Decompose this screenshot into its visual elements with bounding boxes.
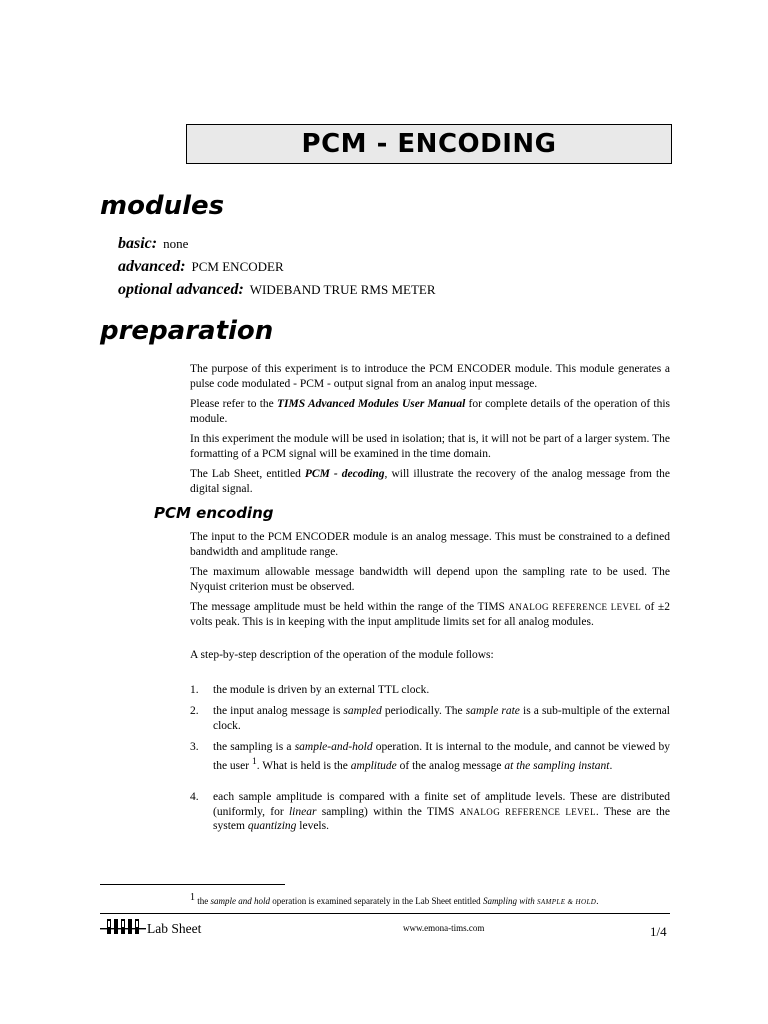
text-run: periodically. The bbox=[381, 705, 466, 717]
emphasis: sample and hold bbox=[210, 896, 270, 906]
footnote-divider bbox=[100, 884, 285, 885]
text-run: the input analog message is bbox=[213, 705, 344, 717]
emphasis: sample-and-hold bbox=[294, 741, 373, 753]
text-run: operation. It is internal to the module, and cannot be viewed by the user bbox=[213, 741, 670, 772]
page-number: 1/4 bbox=[650, 924, 667, 939]
modules-heading: modules bbox=[100, 191, 225, 221]
basic-label: basic: bbox=[118, 235, 158, 252]
modules-advanced-row bbox=[118, 258, 284, 276]
footnote-number: 1 bbox=[190, 892, 195, 903]
list-number: 1. bbox=[190, 684, 199, 696]
modules-optional-row bbox=[118, 281, 436, 299]
footer-url[interactable]: www.emona-tims.com bbox=[403, 923, 485, 933]
text-run: The Lab Sheet, entitled bbox=[190, 468, 305, 480]
list-text bbox=[213, 740, 670, 773]
footnote-ref[interactable]: 1 bbox=[251, 755, 257, 767]
preparation-paragraph-2 bbox=[190, 397, 670, 426]
pcm-encoding-heading: PCM encoding bbox=[154, 504, 274, 522]
emphasis: sample rate bbox=[465, 705, 520, 717]
pcm-paragraph-1: The input to the PCM ENCODER module is an analog message. This must be constrained to a defined bandwidth and amplitude range. bbox=[190, 531, 670, 558]
text-run: the sampling is a bbox=[213, 741, 295, 753]
title-box bbox=[186, 124, 672, 164]
text-run: . bbox=[596, 896, 599, 906]
emphasis: sampled bbox=[343, 705, 382, 717]
preparation-heading: preparation bbox=[100, 316, 274, 346]
text-run: . What is held is the bbox=[256, 759, 351, 772]
pcm-paragraph-4: A step-by-step description of the operation of the module follows: bbox=[190, 649, 494, 661]
emphasis bbox=[482, 896, 599, 906]
list-number: 4. bbox=[190, 791, 199, 803]
text-run: , will illustrate the recovery of the analog message from the digital signal. bbox=[190, 468, 670, 495]
tims-logo-icon bbox=[100, 917, 146, 942]
optional-value: WIDEBAND TRUE RMS METER bbox=[249, 282, 436, 297]
small-caps-term: ANALOG REFERENCE LEVEL bbox=[459, 806, 596, 817]
preparation-paragraph-1: The purpose of this experiment is to introduce the PCM ENCODER module. This module generates a pulse code modulated - PCM - output signal from an analog input message. bbox=[190, 363, 670, 390]
emphasis: quantizing bbox=[247, 820, 297, 832]
footer-lab-sheet: Lab Sheet bbox=[147, 921, 202, 936]
text-run: Sampling with bbox=[482, 896, 537, 906]
advanced-label: advanced: bbox=[118, 258, 186, 275]
small-caps-term: ANALOG REFERENCE LEVEL bbox=[508, 602, 642, 612]
optional-label: optional advanced: bbox=[118, 281, 244, 298]
text-run: is a sub-multiple of the external clock. bbox=[213, 705, 670, 732]
lab-sheet-title: PCM - decoding bbox=[304, 468, 385, 480]
text-run: for complete details of the operation of this module. bbox=[190, 398, 671, 425]
footnote bbox=[190, 892, 598, 906]
footer-divider bbox=[100, 913, 670, 914]
text-run: of ±2 volts peak. This is in keeping with the input amplitude limits set for all analog modules. bbox=[190, 601, 670, 628]
text-run: The message amplitude must be held within the range of the TIMS bbox=[190, 601, 509, 613]
list-number: 3. bbox=[190, 741, 199, 753]
preparation-paragraph-4 bbox=[190, 467, 670, 496]
modules-basic-row bbox=[118, 235, 188, 253]
text-run: operation is examined separately in the Lab Sheet entitled bbox=[270, 896, 483, 906]
text-run: the bbox=[195, 896, 211, 906]
emphasis: at the sampling instant bbox=[504, 759, 610, 772]
text-run: each sample amplitude is compared with a finite set of amplitude levels. These are distributed (uniformly, for bbox=[213, 791, 670, 818]
text-run: . bbox=[609, 759, 613, 772]
text-run: levels. bbox=[296, 820, 329, 832]
page-title: PCM - ENCODING bbox=[301, 129, 557, 159]
list-text: the module is driven by an external TTL clock. bbox=[213, 684, 430, 696]
list-number: 2. bbox=[190, 705, 199, 717]
small-caps-term: SAMPLE & HOLD bbox=[536, 898, 597, 906]
text-run: . These are the system bbox=[213, 805, 670, 832]
text-run: sampling) within the TIMS bbox=[316, 805, 460, 818]
manual-title: TIMS Advanced Modules User Manual bbox=[277, 398, 466, 410]
emphasis: amplitude bbox=[350, 759, 397, 772]
text-run: Please refer to the bbox=[190, 398, 278, 410]
pcm-paragraph-3 bbox=[190, 600, 670, 629]
pcm-paragraph-2: The maximum allowable message bandwidth will depend upon the sampling rate to be used. The Nyquist criterion must be observed. bbox=[190, 566, 670, 593]
list-text bbox=[213, 704, 670, 733]
emphasis: linear bbox=[288, 805, 317, 818]
list-text bbox=[213, 790, 670, 834]
text-run: of the analog message bbox=[396, 759, 505, 772]
basic-value: none bbox=[163, 236, 189, 251]
preparation-paragraph-3: In this experiment the module will be used in isolation; that is, it will not be part of a larger system. The formatting of a PCM signal will be examined in the time domain. bbox=[190, 433, 670, 460]
advanced-value: PCM ENCODER bbox=[191, 259, 284, 274]
